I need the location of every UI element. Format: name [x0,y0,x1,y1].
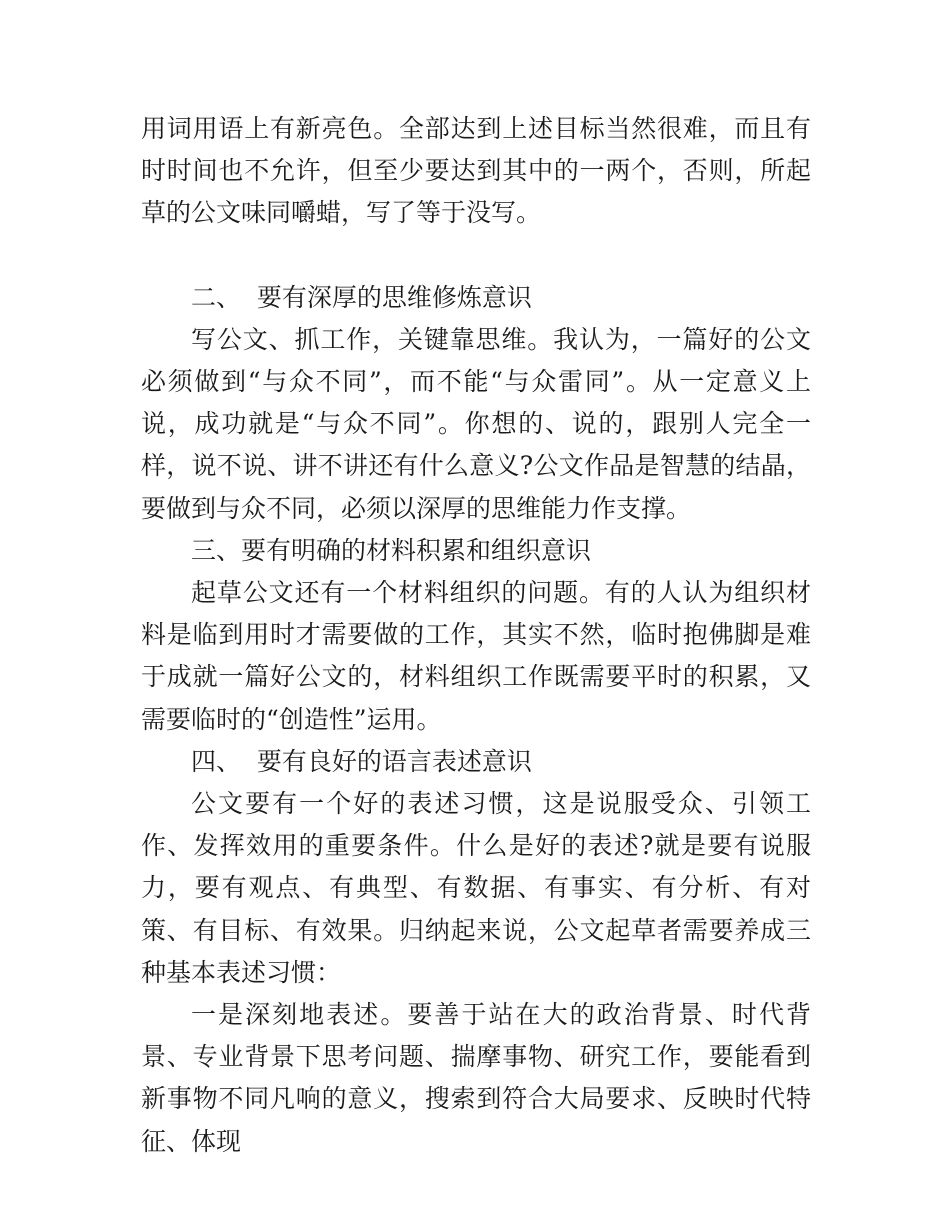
section-heading-2: 二、 要有深厚的思维修炼意识 [191,282,532,312]
paragraph-expression: 公文要有一个好的表述习惯，这是说服受众、引领工作、发挥效用的重要条件。什么是好的表述?就是要有说服力，要有观点、有典型、有数据、有事实、有分析、有对策、有目标、有效果。归纳起来说，公文起草者需要养成三种基本表述习惯： [141,789,811,987]
paragraph-deep-expression: 一是深刻地表述。要善于站在大的政治背景、时代背景、专业背景下思考问题、揣摩事物、研究工作，要能看到新事物不同凡响的意义，搜索到符合大局要求、反映时代特征、体现 [141,1000,811,1156]
paragraph-thinking: 写公文、抓工作，关键靠思维。我认为，一篇好的公文必须做到“与众不同”，而不能“与众雷同”。从一定意义上说，成功就是“与众不同”。你想的、说的，跟别人完全一样，说不说、讲不讲还有什么意义?公文作品是智慧的结晶，要做到与众不同，必须以深厚的思维能力作支撑。 [141,324,811,523]
blank-line [141,235,811,277]
paragraph-continuation: 用词用语上有新亮色。全部达到上述目标当然很难，而且有时时间也不允许，但至少要达到其中的一两个，否则，所起草的公文味同嚼蜡，写了等于没写。 [141,114,811,228]
section-heading-3: 三、要有明确的材料积累和组织意识 [191,535,592,565]
document-body [141,108,811,1163]
paragraph-materials: 起草公文还有一个材料组织的问题。有的人认为组织材料是临到用时才需要做的工作，其实不然，临时抱佛脚是难于成就一篇好公文的，材料组织工作既需要平时的积累，又需要临时的“创造性”运用。 [141,578,811,734]
section-heading-4: 四、 要有良好的语言表述意识 [191,746,532,776]
